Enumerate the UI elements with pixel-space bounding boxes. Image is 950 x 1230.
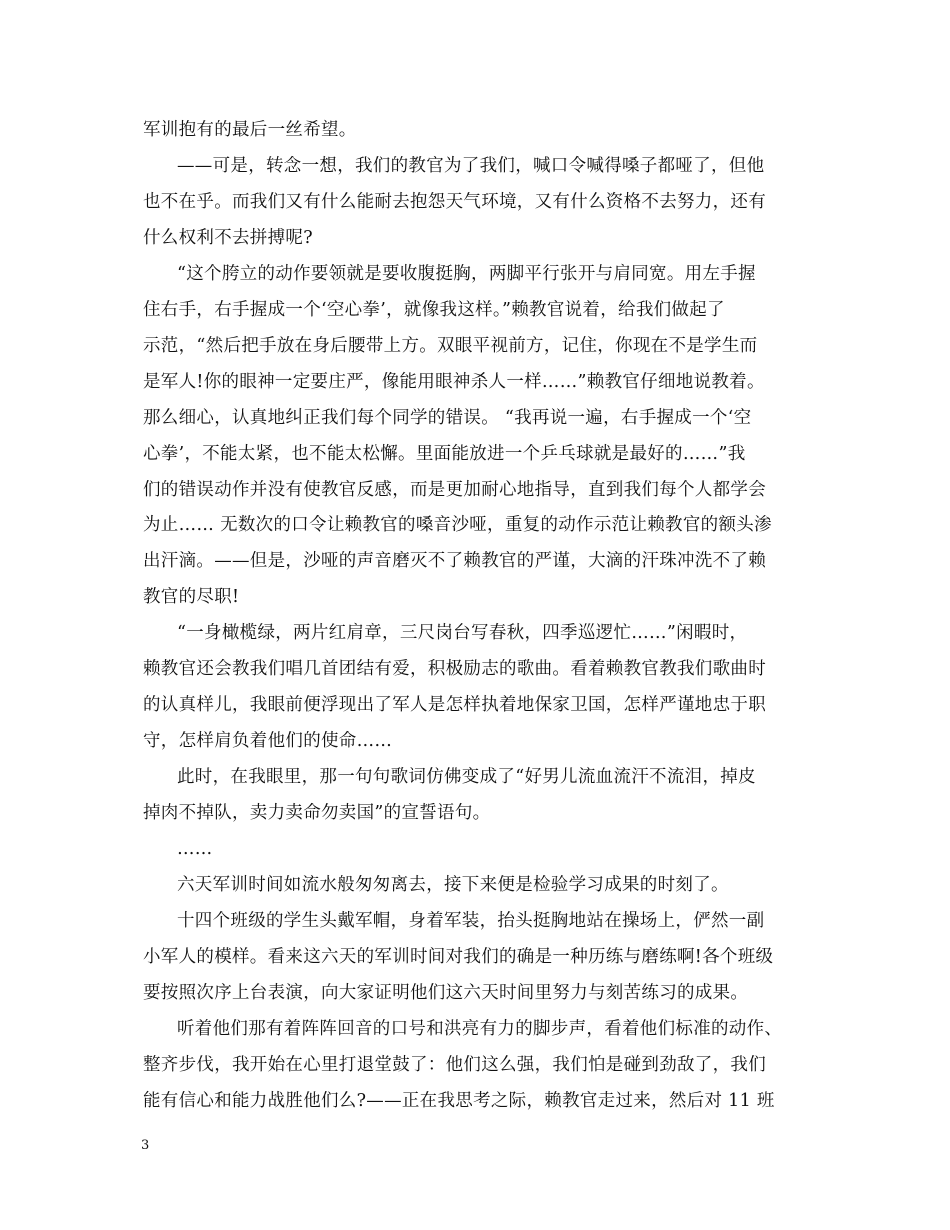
text-line: 的认真样儿，我眼前便浮现出了军人是怎样执着地保家卫国，怎样严谨地忠于职: [143, 695, 766, 715]
text-line: 掉肉不掉队，卖力卖命勿卖国”的宣誓语句。: [143, 803, 491, 823]
text-line: 能有信心和能力战胜他们么?——正在我思考之际，赖教官走过来，然后对 11 班: [143, 1091, 775, 1111]
text-line: 示范，“然后把手放在身后腰带上方。双眼平视前方，记住，你现在不是学生而: [143, 336, 758, 356]
text-line: 也不在乎。而我们又有什么能耐去抱怨天气环境，又有什么资格不去努力，还有: [143, 192, 766, 212]
page-number: 3: [141, 1138, 150, 1153]
text-line: 是军人!你的眼神一定要庄严，像能用眼神杀人一样……”赖教官仔细地说教着。: [143, 372, 765, 392]
text-line: 那么细心，认真地纠正我们每个同学的错误。 “我再说一遍，右手握成一个‘空: [143, 408, 752, 428]
text-line: 军训抱有的最后一丝希望。: [143, 120, 357, 140]
text-line: 们的错误动作并没有使教官反感，而是更加耐心地指导，直到我们每个人都学会: [143, 480, 766, 500]
text-line: “这个胯立的动作要领就是要收腹挺胸，两脚平行张开与肩同宽。用左手握: [177, 264, 756, 284]
text-line: 六天军训时间如流水般匆匆离去，接下来便是检验学习成果的时刻了。: [177, 875, 729, 895]
text-line: 赖教官还会教我们唱几首团结有爱，积极励志的歌曲。看着赖教官教我们歌曲时: [143, 659, 766, 679]
text-line: 住右手，右手握成一个‘空心拳’，就像我这样。”赖教官说着，给我们做起了: [143, 300, 725, 320]
text-line: 整齐步伐，我开始在心里打退堂鼓了：他们这么强，我们怕是碰到劲敌了，我们: [143, 1055, 766, 1075]
text-line: 什么权利不去拼搏呢?: [143, 228, 313, 248]
text-line: ——可是，转念一想，我们的教官为了我们，喊口令喊得嗓子都哑了，但他: [177, 156, 765, 176]
text-line: 要按照次序上台表演，向大家证明他们这六天时间里努力与刻苦练习的成果。: [143, 983, 749, 1003]
text-line: 听着他们那有着阵阵回音的口号和洪亮有力的脚步声，看着他们标准的动作、: [177, 1019, 783, 1039]
text-line: 出汗滴。——但是，沙哑的声音磨灭不了赖教官的严谨，大滴的汗珠冲洗不了赖: [143, 551, 766, 571]
text-line: 小军人的模样。看来这六天的军训时间对我们的确是一种历练与磨练啊!各个班级: [143, 947, 774, 967]
text-line: 为止…… 无数次的口令让赖教官的嗓音沙哑，重复的动作示范让赖教官的额头渗: [143, 515, 772, 535]
text-line: 心拳’，不能太紧，也不能太松懈。里面能放进一个乒乓球就是最好的……”我: [143, 444, 746, 464]
text-line: 守，怎样肩负着他们的使命……: [143, 731, 393, 751]
text-line: 此时，在我眼里，那一句句歌词仿佛变成了“好男儿流血流汗不流泪，掉皮: [177, 767, 756, 787]
text-line: “一身橄榄绿，两片红肩章，三尺岗台写春秋，四季巡逻忙……”闲暇时，: [177, 623, 748, 643]
text-line: 十四个班级的学生头戴军帽，身着军装，抬头挺胸地站在操场上，俨然一副: [177, 911, 765, 931]
text-line: 教官的尽职!: [143, 587, 240, 607]
text-line: ……: [177, 839, 213, 859]
